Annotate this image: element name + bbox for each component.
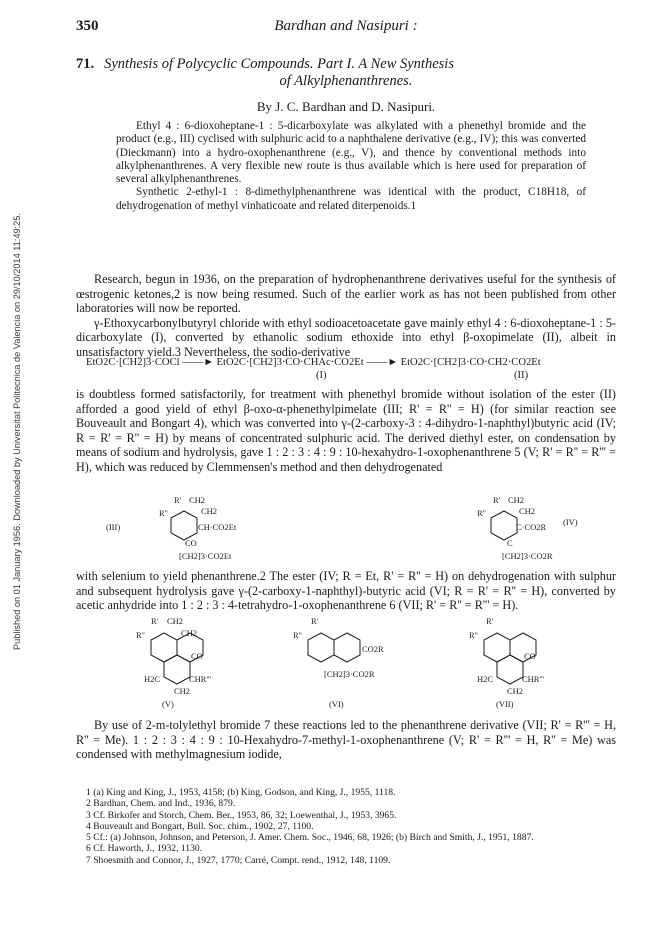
r-prime: R' <box>151 616 159 626</box>
structure-V <box>136 616 212 709</box>
r-double: R'' <box>293 630 302 640</box>
footnote: 6 Cf. Haworth, J., 1932, 1130. <box>86 843 203 855</box>
title-line-1: Synthesis of Polycyclic Compounds. Part I. A New Synthesis <box>104 56 454 72</box>
ch2: CH2 <box>189 495 206 505</box>
paragraph: with selenium to yield phenanthrene.2 The ester (IV; R = Et, R' = R'' = H) on dehydrogenation with sulphur and subsequent hydrolysis gave γ-(2-carboxy-1-naphthyl)-butyric acid (VI; R = R' = R'' = H), converted by acetic anhydride into 1 : 2 : 3 : 4-tetrahydro-1-oxophenanthrene 6 (VII; R' = R'' = R''' = H). <box>76 569 616 613</box>
footnote: 7 Shoesmith and Connor, J., 1927, 1770; Carré, Compt. rend., 1912, 148, 1109. <box>86 854 391 866</box>
r-double: R'' <box>469 630 478 640</box>
footnote: 4 Bouveault and Bongart, Bull. Soc. chim., 1902, 27, 1100. <box>86 820 314 832</box>
running-title: Bardhan and Nasipuri : <box>274 18 418 34</box>
chain: [CH2]3·CO2Et <box>179 551 232 561</box>
label-IV: (IV) <box>563 517 578 527</box>
article-number: 71. <box>76 56 95 72</box>
footnotes <box>86 787 611 866</box>
ch2: CH2 <box>167 616 184 626</box>
paragraph: Research, begun in 1936, on the preparation of hydrophenanthrene derivatives useful for the synthesis of œstrogenic ketones,2 is now being resumed. Such of the earlier work as has not been published from other laboratories will now be reported. <box>76 272 616 316</box>
paragraph: is doubtless formed satisfactorily, for treatment with phenethyl bromide without isolation of the ester (II) afforded a good yield of ethyl β-oxo-α-phenethylpimelate (III; R' = R'' = H) (for similar reaction see Bouveault and Bongart 4), which was converted into γ-(2-carboxy-3 : 4-dihydro-1-naphthyl)butyric acid (IV; R = R' = R'' = H) by means of concentrated sulphuric acid. The derived diethyl ester, on condensation by means of sodium and hydrolysis, gave 1 : 2 : 3 : 4 : 9 : 10-hexahydro-1-oxophenanthrene 5 (V; R' = R'' = R''' = H), which was reduced by Clemmensen's method and then dehydrogenated <box>76 387 616 474</box>
ch2: CH2 <box>507 686 524 696</box>
r-double: R'' <box>159 508 168 518</box>
body-text-4 <box>76 718 616 762</box>
r-prime: R' <box>311 616 319 626</box>
download-watermark-text: Published on 01 January 1956. Downloaded by Universitat Politecnica de Valencia on 29/10/2014 11:49:25. <box>12 213 22 650</box>
authors: By J. C. Bardhan and D. Nasipuri. <box>256 99 436 114</box>
c-co2r: C·CO2R <box>516 522 547 532</box>
chr: CHR''' <box>522 674 545 684</box>
label-III: (III) <box>106 522 121 532</box>
r-prime: R' <box>486 616 494 626</box>
ch2: CH2 <box>508 495 525 505</box>
r-double: R'' <box>477 508 486 518</box>
co: CO <box>191 651 203 661</box>
paragraph: γ-Ethoxycarbonylbutyryl chloride with ethyl sodioacetoacetate gave mainly ethyl 4 : 6-dioxoheptane-1 : 5-dicarboxylate (I), converted by ethanolic sodium ethoxide into ethyl β-oxopimelate (II), albeit in unsatisfactory yield.3 Nevertheless, the sodio-derivative <box>76 315 616 359</box>
ch2-side: CH2 <box>201 506 218 516</box>
chain: [CH2]3·CO2R <box>324 669 375 679</box>
equation-label-II: (II) <box>514 370 529 381</box>
structure-VI <box>293 616 384 709</box>
h2c: H2C <box>144 674 161 684</box>
chr: CHR''' <box>189 674 212 684</box>
h2c: H2C <box>477 674 494 684</box>
ch2-side: CH2 <box>181 628 198 638</box>
co: CO <box>524 651 536 661</box>
label-V: (V) <box>162 699 174 709</box>
footnote: 2 Bardhan, Chem. and Ind., 1936, 879. <box>86 798 236 810</box>
structure-VII <box>469 616 545 709</box>
title-line-2: of Alkylphenanthrenes. <box>279 73 413 89</box>
r-prime: R' <box>493 495 501 505</box>
co2r: CO2R <box>362 644 384 654</box>
paragraph: By use of 2-m-tolylethyl bromide 7 these reactions led to the phenanthrene derivative (VII; R' = R''' = H, R'' = Me). 1 : 2 : 3 : 4 : 9 : 10-Hexahydro-7-methyl-1-oxophenanthrene (V; R' = R''' = H, R'' = Me) was condensed with methylmagnesium iodide, <box>76 718 616 762</box>
footnote: 3 Cf. Birkofer and Storch, Chem. Ber., 1953, 86, 32; Loewenthal, J., 1953, 3965. <box>86 809 397 821</box>
co: CO <box>185 538 197 548</box>
footnote: 5 Cf.: (a) Johnson, Johnson, and Peterson, J. Amer. Chem. Soc., 1946, 68, 1926; (b) Birch and Smith, J., 1951, 1887. <box>86 832 534 844</box>
chain: [CH2]3·CO2R <box>502 551 553 561</box>
ch-co2et: CH·CO2Et <box>198 522 237 532</box>
body-text-3 <box>76 569 616 613</box>
abstract-paragraph: Synthetic 2-ethyl-1 : 8-dimethylphenanthrene was identical with the product, C18H18, of dehydrogenation of methyl vinhaticoate and related diterpenoids.1 <box>116 186 586 212</box>
footnote: 1 (a) King and King, J., 1953, 4158; (b) King, Godson, and King, J., 1955, 1118. <box>86 787 396 798</box>
structure-III <box>106 495 237 561</box>
equation-label-I: (I) <box>316 370 327 381</box>
c: C <box>507 538 513 548</box>
ch2b: CH2 <box>174 686 191 696</box>
download-watermark <box>2 130 22 650</box>
structure-IV <box>477 495 578 561</box>
label-VI: (VI) <box>329 699 344 709</box>
label-VII: (VII) <box>496 699 514 709</box>
r-double: R'' <box>136 630 145 640</box>
ch2-side: CH2 <box>519 506 536 516</box>
page-number: 350 <box>76 18 99 34</box>
equation-text: EtO2C·[CH2]3·COCl ——► EtO2C·[CH2]3·CO·CHAc·CO2Et ——► EtO2C·[CH2]3·CO·CH2·CO2Et <box>86 357 541 368</box>
r-prime: R' <box>174 495 182 505</box>
abstract-paragraph: Ethyl 4 : 6-dioxoheptane-1 : 5-dicarboxylate was alkylated with a phenethyl bromide and the product (e.g., III) cyclised with sulphuric acid to a naphthalene derivative (e.g., IV); this was converted (Dieckmann) into a hydro-oxophenanthrene (e.g., V), and thence by conventional methods into alkylphenanthrenes. A very flexible new route is thus available which is here used for preparation of several alkylphenanthrenes. <box>116 120 586 186</box>
